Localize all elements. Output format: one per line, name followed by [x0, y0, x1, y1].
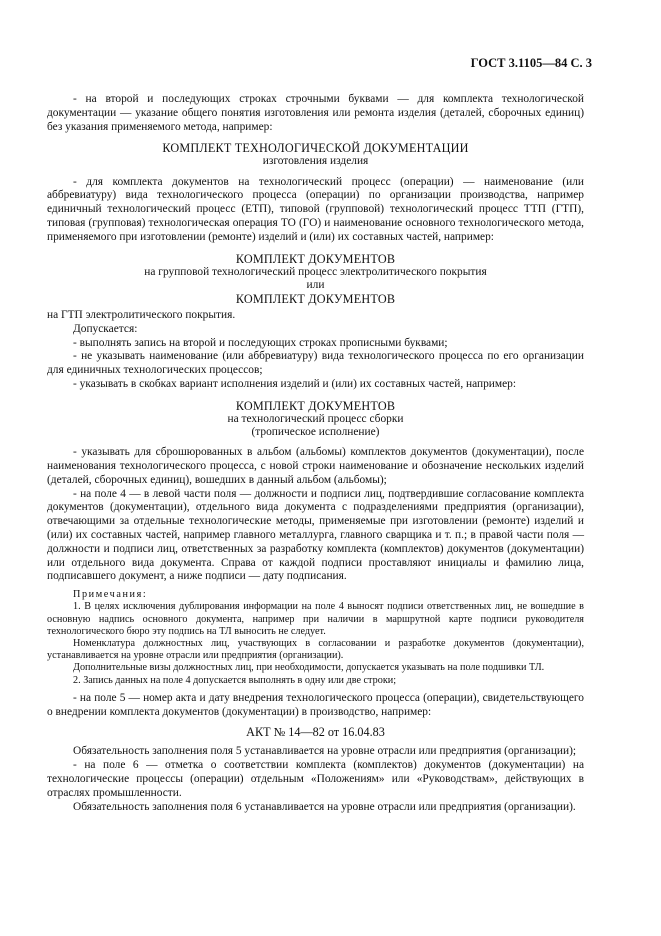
- paragraph: - на поле 6 — отметка о соответствии комплекта (комплектов) документов (документации) на технологические процессы (операции) отдельным «Положениям» или «Руководствам», действующих в отраслях промышленности.: [47, 759, 584, 799]
- paragraph: - не указывать наименование (или аббревиатуру) вида технологического процесса по его организации для единичных технологических процессов;: [47, 350, 584, 377]
- note: 2. Запись данных на поле 4 допускается выполнять в одну или две строки;: [73, 674, 397, 686]
- document-body: [47, 57, 584, 814]
- note: Номенклатура должностных лиц, участвующих в согласовании и разработке документов (документации), устанавливается на уровне отрасли или предприятия (организации).: [47, 637, 584, 662]
- paragraph: Допускается:: [73, 322, 138, 335]
- example-or: или: [306, 278, 325, 291]
- paragraph: - на поле 4 — в левой части поля — должности и подписи лиц, подтвердившие согласование комплекта документов (документации), отдельного вида документа с подразделениями предприятия (организации), отвечающими за отдельные технологические методы, применяемые при изготовлении (ремонте) изделий и (или) их составных частей, например главного металлурга, главного сварщика и т. п.; в правой части поля — должности и подписи лиц, ответственных за разработку комплекта (комплектов) документов (документации) или отдельного вида документа. Справа от каждой подписи проставляют инициалы и фамилию лица, подписавшего документ, а ниже подписи — дату подписания.: [47, 487, 584, 583]
- paragraph: - указывать в скобках вариант исполнения изделий и (или) их составных частей, например:: [73, 377, 517, 390]
- note: 1. В целях исключения дублирования информации на поле 4 выносят подписи ответственных лиц, не вошедшие в основную надпись основного документа, например при наличии в маршрутной карте подписи руководителя технологического бюро эту подпись на ТЛ выносить не следует.: [47, 601, 584, 637]
- paragraph: - выполнять запись на второй и последующих строках прописными буквами;: [73, 336, 448, 349]
- notes-title: Примечания:: [73, 589, 148, 601]
- example-title: КОМПЛЕКТ ДОКУМЕНТОВ: [235, 251, 396, 266]
- example-title: КОМПЛЕКТ ДОКУМЕНТОВ: [235, 398, 396, 413]
- note: Дополнительные визы должностных лиц, при необходимости, допускается указывать на поле подшивки ТЛ.: [73, 662, 545, 674]
- paragraph: Обязательность заполнения поля 5 устанавливается на уровне отрасли или предприятия (организации);: [73, 745, 577, 758]
- example-title: КОМПЛЕКТ ДОКУМЕНТОВ: [235, 291, 396, 306]
- paragraph: - для комплекта документов на технологический процесс (операции) — наименование (или аббревиатуру) вида технологического процесса (операции) по организации производства, например единичный технологический процесс (ЕТП), типовой (групповой) технологический процесс ТТП (ГТП), типовая (групповая) технологическая операция ТО (ГО) и наименование основного технологического метода, применяемого при изготовлении (ремонте) изделий и (или) их составных частей, например:: [47, 175, 584, 243]
- example-title: КОМПЛЕКТ ТЕХНОЛОГИЧЕСКОЙ ДОКУМЕНТАЦИИ: [162, 141, 469, 156]
- paragraph: - на поле 5 — номер акта и дату внедрения технологического процесса (операции), свидетельствующего о внедрении комплекта документов (документации) в производство, например:: [47, 691, 584, 718]
- act-example: АКТ № 14—82 от 16.04.83: [246, 725, 385, 740]
- paragraph: - на второй и последующих строках строчными буквами — для комплекта технологической документации — указание общего понятия изготовления или ремонта изделия (деталей, сборочных единиц) без указания применяемого метода, например:: [47, 93, 584, 133]
- example-subtitle: изготовления изделия: [262, 155, 369, 168]
- page-header: ГОСТ 3.1105—84 С. 3: [470, 56, 592, 70]
- example-subtitle: (тропическое исполнение): [251, 425, 380, 438]
- example-subtitle: на групповой технологический процесс электролитического покрытия: [144, 265, 487, 278]
- paragraph: Обязательность заполнения поля 6 устанавливается на уровне отрасли или предприятия (организации).: [73, 800, 576, 813]
- example-subtitle: на технологический процесс сборки: [227, 412, 404, 425]
- paragraph: - указывать для сброшюрованных в альбом (альбомы) комплектов документов (документации), после наименования технологического процесса, с новой строки наименование и обозначение нескольких изделий (деталей, сборочных единиц), вошедших в данный альбом (альбомы);: [47, 446, 584, 486]
- paragraph: на ГТП электролитического покрытия.: [47, 308, 236, 321]
